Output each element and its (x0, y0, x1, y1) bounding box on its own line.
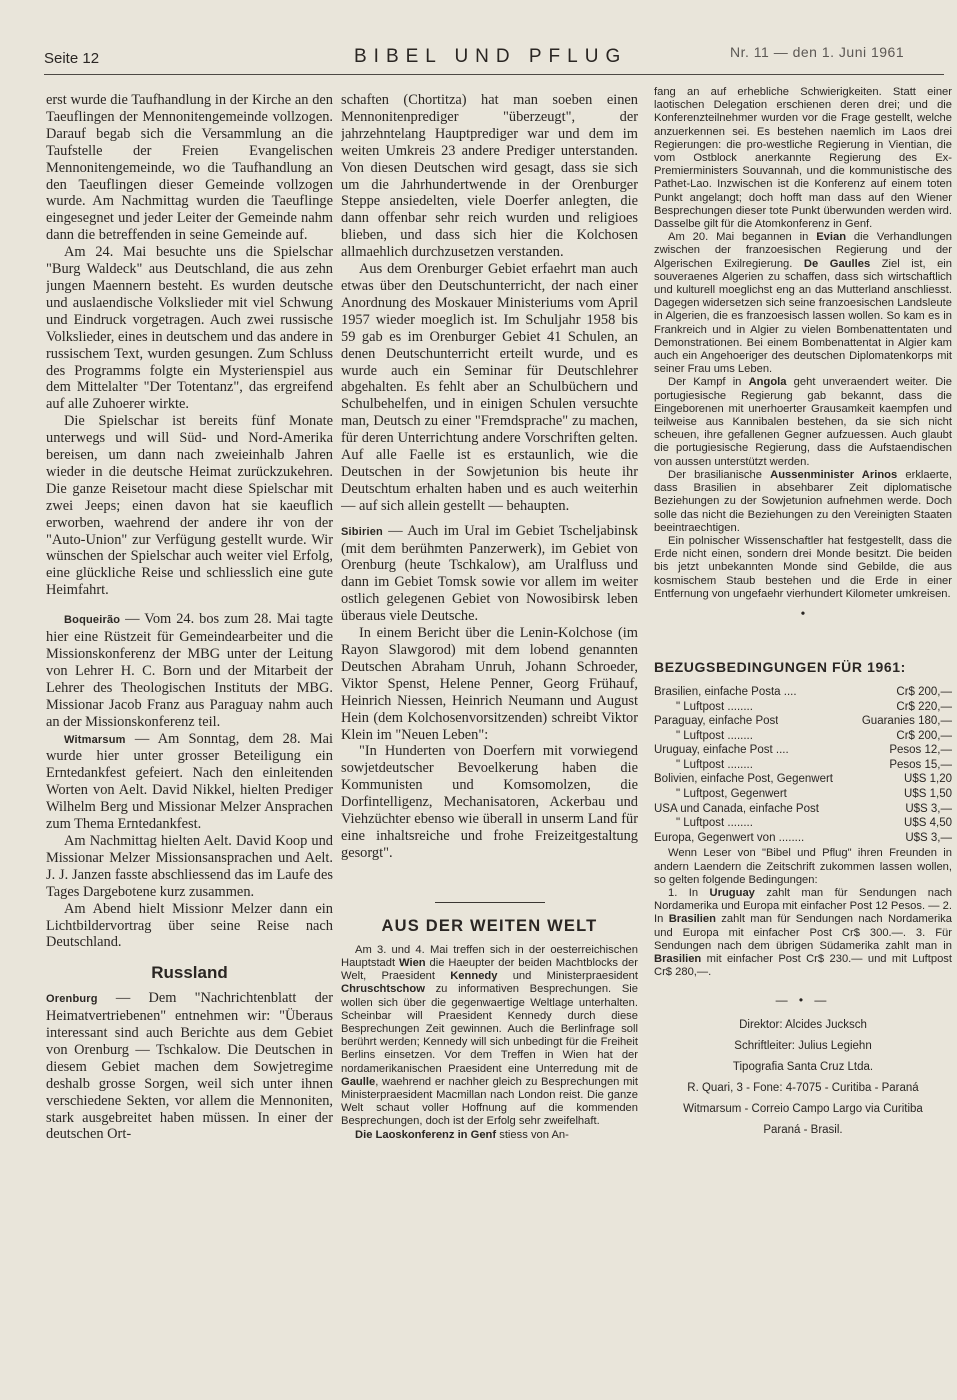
column-2 (341, 92, 638, 1392)
paragraph: schaften (Chortitza) hat man soeben einen Mennonitenprediger "überzeugt", der jahrzehntelang Hauptprediger war und dem im weiten Umkreis 23 andere Prediger unterstanden. Von diesen Deutschen wird gesagt, dass sie sich um die Jahrhundertwende in der Orenburger Steppe ansiedelten, viele Doerfer anlegten, die dann offenbar sehr reich wurden und religioes blieben, und dass sich hier die Kolchosen allmaehlich durchzusetzen verstanden. (341, 92, 638, 261)
dateline-label: Orenburg (46, 993, 98, 1006)
price-row: Europa, Gegenwert von ........ U$S 3,— (654, 831, 952, 844)
bullet-separator: • (800, 606, 806, 622)
price-row: Paraguay, einfache Post Guaranies 180,— (654, 715, 952, 728)
paragraph: Der Kampf in Angola geht unveraendert weiter. Die portugiesische Regierung gab bekannt, dass die Eingeborenen mit unerhoerter Grausamkeit kaempfen und teilweise aus Kannibalen bestehen, da sie sich nicht scheuen, ihre gefallenen Gegner aufzuessen. Auch glaubt die portugiesische Regierung, dass die Aufstaendischen von aussen unterstützt werden. (654, 376, 952, 468)
imprint-line: Tipografia Santa Cruz Ltda. (732, 1061, 874, 1074)
section-heading-russland: Russland (151, 963, 228, 983)
news-item-orenburg: Orenburg — Dem "Nachrichtenblatt der Heimatvertriebenen" entnehmen wir: "Überaus interessant sind auch Berichte aus dem Gebiet von Orenburg — Tschkalow. Die Deutschen in diesem Gebiet machen dem Sowjetregime deshalb grosse Sorgen, weil sich unter ihnen verschiedene Sekten, vor allem die Mennoniten, stark ausgebreitet haben müssen. In einer der deutschen Ort- (46, 990, 333, 1143)
issue-date: Nr. 11 — den 1. Juni 1961 (730, 44, 905, 60)
paragraph: erst wurde die Taufhandlung in der Kirche an den Taeuflingen der Mennonitengemeinde vollzogen. Darauf begab sich die Versammlung an die Taufstelle der Freien Evangelischen Mennonitengemeinde, wo die Taufhandlung an den Taeuflingen dieser Gemeinde vollzogen wurde. Am Nachmittag wurden die Taeuflinge eingesegnet und jeder Leiter der Gemeinde nahm dann die betreffenden in seine Gemeinde auf. (46, 92, 333, 244)
paragraph: Am 20. Mai begannen in Evian die Verhandlungen zwischen der franzoesischen Regierung und der Algerischen Exilregierung. De Gaulles Ziel ist, ein souveraenes Algerien zu schaffen, dass sich wirtschaftlich und kulturell moeglichst eng an das Mutterland anschliesst. Dagegen widersetzen sich seine franzoesischen Landsleute in Algerien, die es franzoesisch lassen wollen. So kam es in Frankreich und in Algier zu vielen Bombenattentaten und Demonstrationen. Bei einem Bombenattentat in Algier kam auch ein Angehoeriger des deutschen Diplomatenkorps mit seiner Frau ums Leben. (654, 231, 952, 376)
quote-paragraph: "In Hunderten von Doerfern mit vorwiegend sowjetdeutscher Bevoelkerung haben die Kommunisten und Komsomolzen, die Dorfintelligenz, Mechanisatoren, Ackerbau und Viehzüchter ebenso wie überall in unserm Land für eine inhaltsreiche und frohe Freizeitgestaltung gesorgt". (341, 743, 638, 861)
dash-separator: — • — (775, 993, 831, 1008)
price-list (654, 685, 952, 846)
imprint-line: R. Quari, 3 - Fone: 4-7075 - Curitiba - Paraná (687, 1082, 919, 1095)
page-number: Seite 12 (44, 50, 100, 67)
section-heading-weiten-welt: AUS DER WEITEN WELT (381, 916, 598, 935)
imprint-line: Paraná - Brasil. (763, 1124, 843, 1137)
dateline-label: Sibirien (341, 525, 383, 538)
paragraph: 1. In Uruguay zahlt man für Sendungen nach Nordamerika und Europa mit einfacher Post 12 Pesos. — 2. In Brasilien zahlt man für Sendungen nach Nordamerika und Europa mit einfacher Post Cr$ 300.—. 3. Für Sendungen nach dem übrigen Südamerika zahlt man in Brasilien mit einfacher Post Cr$ 230.— und mit Luftpost Cr$ 280,—. (654, 887, 952, 979)
header-rule (44, 74, 944, 75)
dateline-label: Boqueirão (64, 614, 121, 627)
news-item-witmarsum: Witmarsum — Am Sonntag, dem 28. Mai wurde hier unter grosser Beteiligung ein Erntedankfest gefeiert. Nach den einleitenden Worten von Aelt. David Nikkel, hielten Prediger Wilhelm Berg und Missionar Melzer Ansprachen zum Thema Erntedankfest. (46, 730, 333, 833)
imprint-line: Witmarsum - Correio Campo Largo via Curitiba (683, 1103, 923, 1116)
paragraph: Die Laoskonferenz in Genf stiess von An- (355, 1128, 569, 1141)
paragraph: Der brasilianische Aussenminister Arinos erklaerte, dass Brasilien in absehbarer Zeit diplomatische Beziehungen zu der Sowjetunion aufnehmen werde. Doch solle das nicht die Beziehungen zu den Vereinigten Staaten beeintraechtigen. (654, 468, 952, 534)
news-item-boqueirao: Boqueirão — Vom 24. bos zum 28. Mai tagte hier eine Rüstzeit für Gemeindearbeiter und die Missionskonferenz der MBG unter der Leitung von Lehrer H. C. Born und der Mitarbeit der Lehrer des Theologischen Instituts der MBG. Missionar Jacob Franz aus Paraguay nahm auch an der Missionskonferenz teil. (46, 611, 333, 730)
paragraph: fang an auf erhebliche Schwierigkeiten. Statt einer laotischen Delegation erschienen deren drei; und die Konferenzteilnehmer wurden vor die Frage gestellt, welche anzuerkennen sei. Es bestehen naemlich im Laos drei Regierungen: die pro-westliche Regierung in Vientian, die vom Ostblock anerkannte Regierung des Ex-Premierministers Souvannah, und die kommunistische des Pathet-Lao. Inzwischen ist die Konferenz auf einem toten Punkt angelangt; doch hofft man dass auf den Wiener Besprechungen dieser tote Punkt überwunden werden wird. Dasselbe gilt für die Atomkonferenz in Genf. (654, 86, 952, 231)
price-row: " Luftpost ........ Pesos 15,— (676, 758, 952, 771)
price-row: Bolivien, einfache Post, Gegenwert U$S 1,20 (654, 773, 952, 786)
column-3 (654, 86, 952, 1386)
paragraph: Aus dem Orenburger Gebiet erfaehrt man auch etwas über den Deutschunterricht, der nach einer Anordnung des Moskauer Ministeriums vom April 1957 wieder moeglich ist. Im Schuljahr 1958 bis 59 gab es im Orenburger Gebiet 41 Schulen, an denen Deutschunterricht erteilt wurde, und es wurde auch ein Seminar für Deutschlehrer abgehalten. Es fehlt aber an Schulbüchern und Schulbehelfen, und in einigen Schulen versuchte man, Deutsch zu einer "Fremdsprache" zu machen, für deren Unterrichtung andere Vorschriften gelten. Auf alle Faelle ist es erstaunlich, wie die Deutschen in der Sowjetunion bis heute ihr Deutschtum erhalten haben und es auch weiterhin — auf sich allein gestellt — behaupten. (341, 261, 638, 514)
price-row: " Luftpost ........ Cr$ 200,— (676, 729, 952, 742)
price-row: " Luftpost ........ Cr$ 220,— (676, 700, 952, 713)
imprint-line: Direktor: Alcides Jucksch (739, 1019, 867, 1032)
price-row: Uruguay, einfache Post .... Pesos 12,— (654, 744, 952, 757)
paragraph: Die Spielschar ist bereits fünf Monate unterwegs und will Süd- und Nord-Amerika bereisen, um dann nach zweieinhalb Jahren wieder in die deutsche Heimat zurückzukehren. Die ganze Reisetour macht diese Spielschar mit zwei Jeeps; einen davon hat sie kaeuflich erworben, waehrend der andere ihr von der "Auto-Union" zur Verfügung gestellt wurde. Wir wünschen der Spielschar auch weiter viel Erfolg, eine glückliche Reise und schliesslich eine gute Heimfahrt. (46, 413, 333, 599)
paragraph: Am 3. und 4. Mai treffen sich in der oesterreichischen Hauptstadt Wien die Haeupter der beiden Machtblocks der Welt, Praesident Kennedy und Ministerpraesident Chruschtschow zu informativen Besprechungen. Sie wollen sich über die gegenwaertige Weltlage unterhalten. Scheinbar will Praesident Kennedy durch diese Besprechungen Zeit gewinnen. Auch die Berlinfrage soll berührt werden; Kennedy will sich unbedingt für die Freiheit Berlins einsetzen. Vor dem Treffen in Wien hat der nordamerikanischen Praesident eine Unterredung mit de Gaulle, waehrend er nachher gleich zu Besprechungen mit Ministerpraesident Macmillan nach London reist. Die ganze Welt schaut voller Hoffnung auf die kommenden Besprechungen, doch ist der Erfolg sehr zweifelhaft. (341, 943, 638, 1128)
paragraph: Ein polnischer Wissenschaftler hat festgestellt, dass die Erde nicht einen, sondern drei Monde besitzt. Die beiden bis jetzt unbekannten Monde sind Gebilde, die aus kosmischem Staub bestehen und die Erde in einer Entfernung von ungefaehr vierhundert Kilometer umkreisen. (654, 534, 952, 600)
price-row: " Luftpost ........ U$S 4,50 (676, 817, 952, 830)
price-row: Brasilien, einfache Posta .... Cr$ 200,— (654, 685, 952, 698)
section-heading-bezugsbedingungen: BEZUGSBEDINGUNGEN FÜR 1961: (654, 658, 906, 675)
price-row: USA und Canada, einfache Post U$S 3,— (654, 802, 952, 815)
dateline-label: Witmarsum (64, 733, 126, 746)
imprint-line: Schriftleiter: Julius Legiehn (734, 1040, 872, 1053)
paragraph: Am Abend hielt Missionr Melzer dann ein Lichtbildervortrag über seine Reise nach Deutschland. (46, 900, 333, 951)
column-1 (46, 92, 333, 1392)
imprint (654, 1015, 952, 1141)
paragraph: Am 24. Mai besuchte uns die Spielschar "Burg Waldeck" aus Deutschland, die aus zehn jungen Maennern besteht. Es wurden deutsche und auslaendische Volkslieder mit viel Schwung und Eindruck vorgetragen. Auch zwei russische Volkslieder, eines in deutschem und das andere in russischem Text, wurden gesungen. Zum Schluss des Programms folgte ein Mysterienspiel aus dem Mittelalter "Der Totentanz", das ergreifend auf alle Zuhoerer wirkte. (46, 244, 333, 413)
page-header (0, 0, 957, 80)
paragraph: Am Nachmittag hielten Aelt. David Koop und Missionar Melzer Missionsansprachen und Aelt. J. J. Janzen fasste abschliessend das im Laufe des Tages Dargebotene kurz zusammen. (46, 832, 333, 900)
section-divider (435, 902, 545, 903)
paragraph: Wenn Leser von "Bibel und Pflug" ihren Freunden in andern Laendern die Zeitschrift zukommen lassen wollen, so gelten folgende Bedingungen: (654, 847, 952, 886)
masthead-title: BIBEL UND PFLUG (354, 46, 628, 67)
price-row: " Luftpost, Gegenwert U$S 1,50 (676, 788, 952, 801)
news-item-sibirien: Sibirien — Auch im Ural im Gebiet Tscheljabinsk (mit dem berühmten Panzerwerk), im Gebiet von Orenburg (heute Tschkalow), am Uralfluss und dann im Gebiet Tomsk sowie vor allem im weiter ostlich gelegenen Gebiet von Nowosibirsk leben überaus viele Deutsche. (341, 522, 638, 625)
paragraph: In einem Bericht über die Lenin-Kolchose (im Rayon Slawgorod) mit dem lobend genannten Deutschen Abraham Unruh, Johann Schroeder, Viktor Spenst, Helene Penner, Georg Frühauf, Heinrich Niessen, Heinrich Neumann und August Hein (dem Kolchosenvorsitzenden) schreibt Viktor Klein im "Neuen Leben": (341, 625, 638, 743)
